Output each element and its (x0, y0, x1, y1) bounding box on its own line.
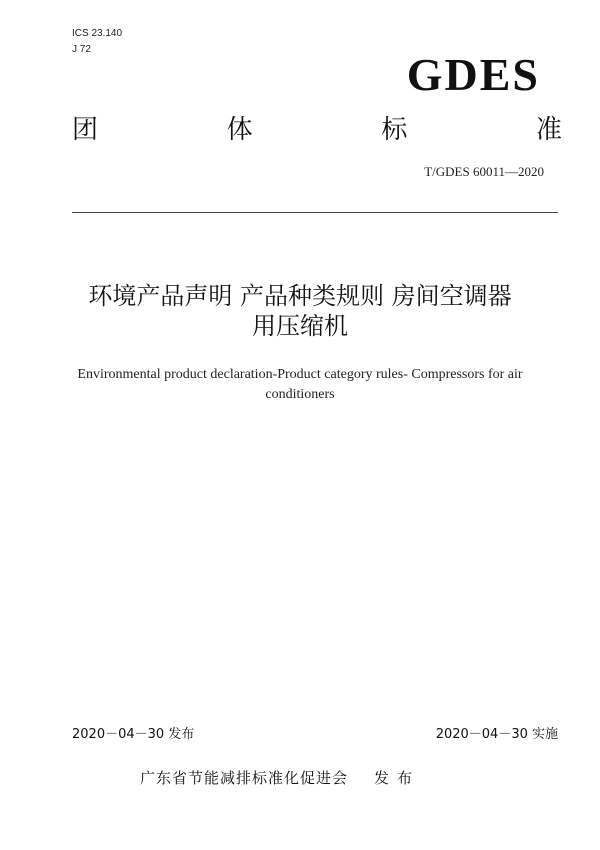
standard-type-char: 标 (381, 115, 408, 145)
implementation-date: 2020－04－30 实施 (435, 727, 558, 742)
title-english-line-2: conditioners (265, 387, 335, 402)
gdes-logo: GDES (406, 49, 540, 100)
title-english-line-1: Environmental product declaration-Product category rules- Compressors for air (77, 367, 523, 382)
standard-type-char: 团 (72, 115, 99, 145)
header-divider (72, 212, 558, 213)
issuer-row (140, 767, 420, 789)
standard-number: T/GDES 60011—2020 (424, 164, 544, 179)
title-chinese-line-2: 用压缩机 (252, 312, 348, 340)
title-chinese-line-1: 环境产品声明 产品种类规则 房间空调器 (88, 282, 512, 310)
issuer-name: 广东省节能减排标准化促进会 (140, 769, 349, 787)
standard-type-heading (72, 114, 562, 146)
publish-label: 发布 (374, 769, 421, 787)
ccs-code: J 72 (72, 44, 91, 55)
standard-type-char: 准 (535, 115, 562, 145)
ics-code: ICS 23.140 (72, 28, 123, 39)
issue-date: 2020－04－30 发布 (72, 727, 195, 742)
standard-type-char: 体 (226, 115, 253, 145)
